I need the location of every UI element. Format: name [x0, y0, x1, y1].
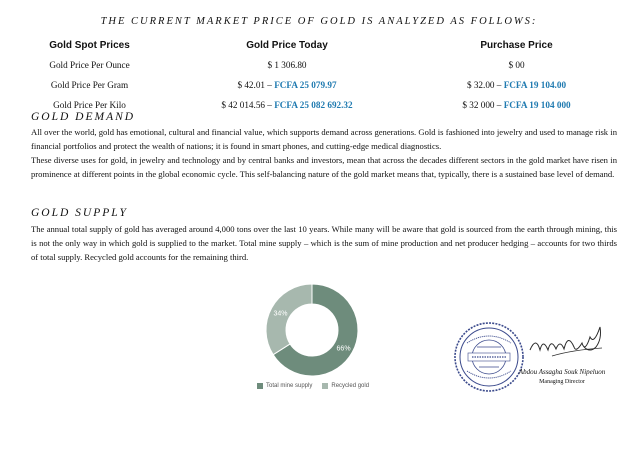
- slice-data-label: 34%: [273, 310, 288, 318]
- purchase-price-cell: $ 32 000 – FCFA 19 104 000: [462, 100, 571, 110]
- gold-price-table: [22, 38, 616, 120]
- fcfa-price: FCFA 19 104 000: [503, 100, 571, 110]
- column-header-price-today: Gold Price Today: [246, 40, 328, 51]
- donut-chart-svg: [255, 283, 385, 383]
- signer-name: Abdou Assagha Souk Nipeluon: [518, 368, 606, 376]
- slice-data-label: 66%: [336, 345, 351, 353]
- legend-label: Recycled gold: [331, 383, 370, 389]
- row-label: Gold Price Per Kilo: [53, 100, 126, 110]
- price-today-cell: $ 1 306.80: [267, 60, 307, 70]
- paragraph: All over the world, gold has emotional, cultural and financial value, which supports demand across generations. Gold is fashioned into jewelry and used to manage risk in financial portfolios and protect the wealth of nations; it is found in smart phones, and cutting-edge medical diagnostics.: [31, 127, 617, 151]
- legend-swatch: [257, 383, 263, 389]
- purchase-price-cell: $ 00: [508, 60, 525, 70]
- column-header-purchase-price: Purchase Price: [480, 40, 553, 51]
- legend-item: [322, 383, 369, 389]
- paragraph: These diverse uses for gold, in jewelry and technology and by central banks and investors, mean that across the decades different sectors in the gold market have risen in prominence at different points in the global economic cycle. This self-balancing nature of the gold market means that, typically, there is a sustained base level of demand.: [31, 155, 617, 179]
- legend-label: Total mine supply: [266, 383, 313, 389]
- chart-legend: [257, 383, 369, 389]
- legend-item: [257, 383, 312, 389]
- purchase-price-cell: $ 32.00 – FCFA 19 104.00: [466, 80, 567, 90]
- price-today-cell: $ 42.01 – FCFA 25 079.97: [237, 80, 337, 90]
- table-row: [22, 80, 616, 100]
- gold-supply-text: [31, 222, 617, 264]
- table-row: [22, 60, 616, 80]
- row-label: Gold Price Per Gram: [50, 80, 129, 90]
- legend-swatch: [322, 383, 328, 389]
- gold-supply-heading: GOLD SUPPLY: [31, 207, 128, 219]
- page-title: THE CURRENT MARKET PRICE OF GOLD IS ANALYZED AS FOLLOWS:: [100, 16, 538, 27]
- supply-donut-chart: [255, 283, 385, 395]
- gold-demand-heading: GOLD DEMAND: [31, 111, 136, 123]
- row-label: Gold Price Per Ounce: [49, 60, 130, 70]
- price-today-cell: $ 42 014.56 – FCFA 25 082 692.32: [221, 100, 353, 110]
- signer-role: Managing Director: [539, 379, 585, 385]
- donut-slice-recycled-gold: [266, 284, 312, 355]
- paragraph: The annual total supply of gold has averaged around 4,000 tons over the last 10 years. While many will be aware that gold is sourced from the earth through mining, this is not the only way in which gold is supplied to the market. Total mine supply – which is the sum of mine production and net producer hedging – accounts for two thirds of total supply. Recycled gold accounts for the remaining third.: [31, 224, 617, 262]
- fcfa-price: FCFA 25 082 692.32: [274, 100, 353, 110]
- table-header-row: [22, 38, 616, 60]
- gold-demand-text: [31, 125, 617, 181]
- fcfa-price: FCFA 19 104.00: [503, 80, 567, 90]
- column-header-spot-prices: Gold Spot Prices: [49, 40, 130, 51]
- fcfa-price: FCFA 25 079.97: [274, 80, 337, 90]
